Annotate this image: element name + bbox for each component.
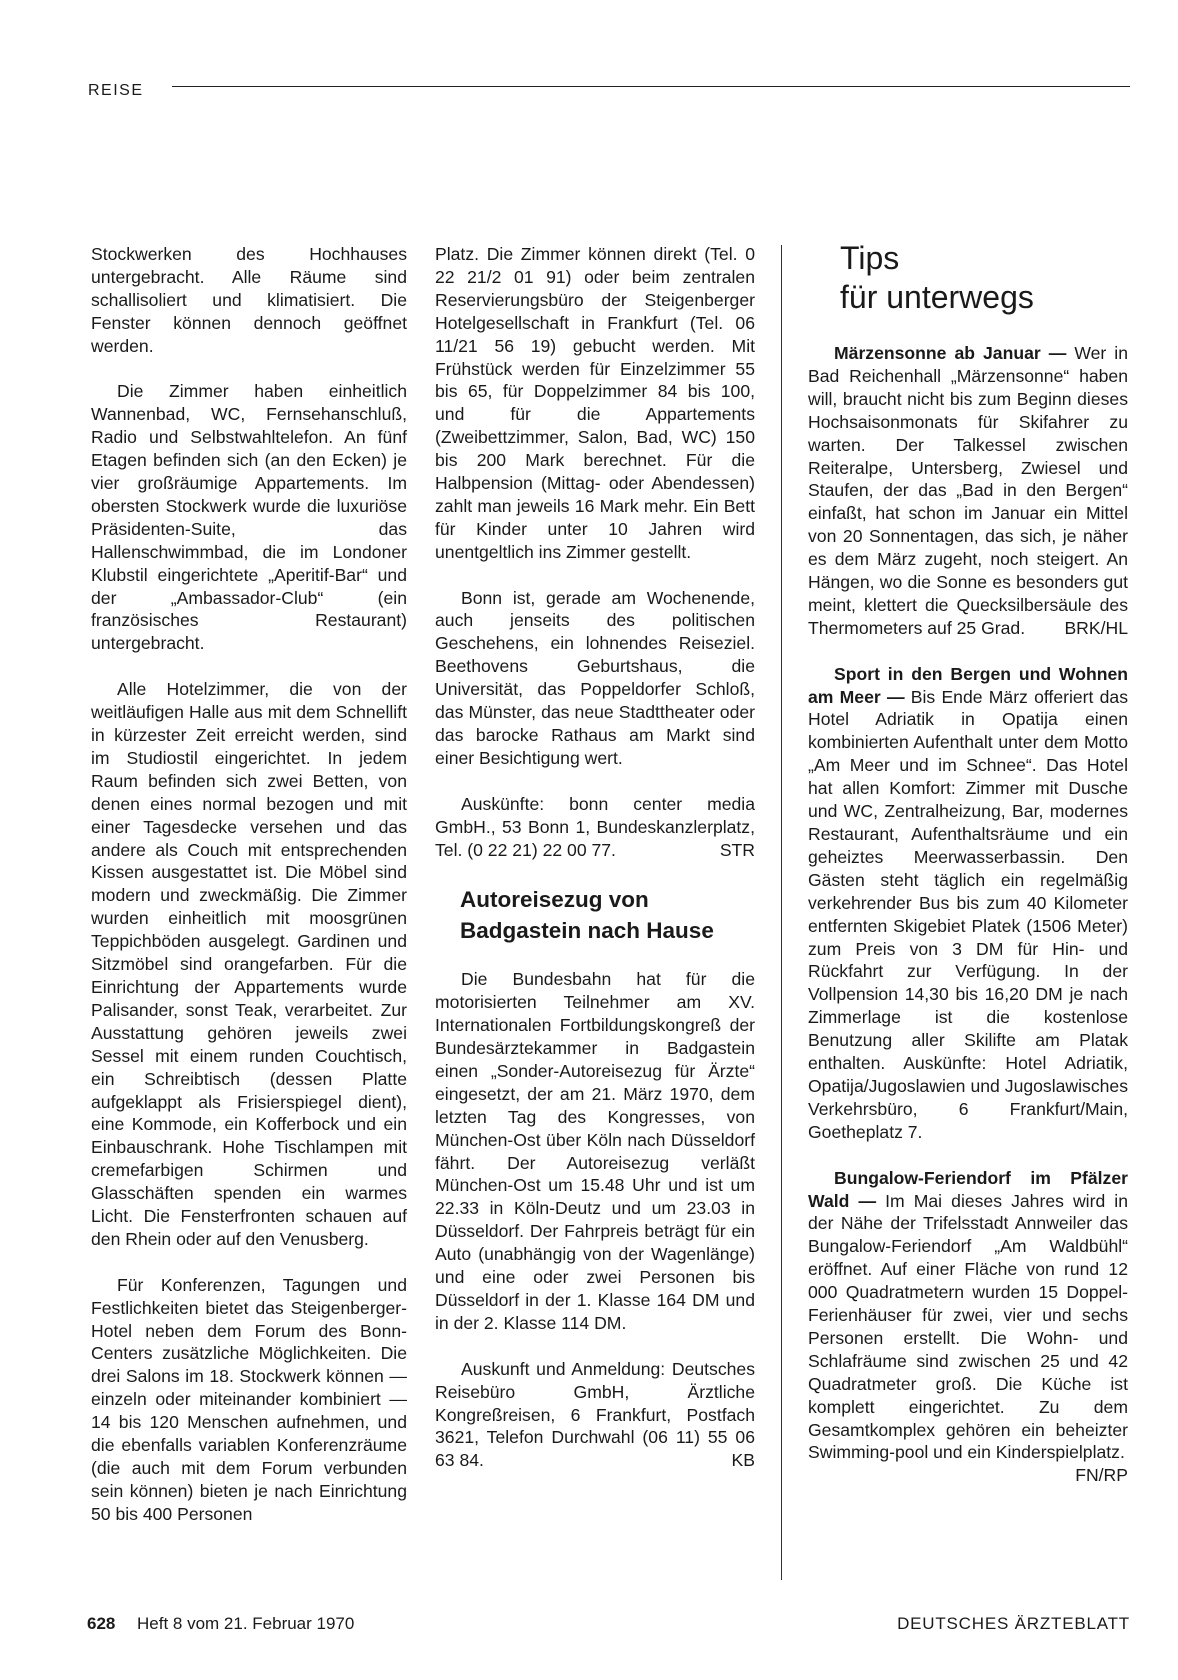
issue-info: Heft 8 vom 21. Februar 1970 [137,1614,355,1633]
col1-paragraph-2: Die Zimmer haben einheitlich Wannenbad, WC, Fernsehanschluß, Radio und Selbstwahltelefon. An fünf Etagen befinden sich (an den Ecken) je vier großräumige Appartements. Im obersten Stockwerk wurde die luxuriöse Präsidenten-Suite, das Hallenschwimmbad, die im Londoner Klubstil eingerichtete „Aperitif-Bar“ und der „Ambassador-Club“ (ein französisches Restaurant) untergebracht. [91,381,407,654]
tip-item-maerzensonne [808,342,1128,640]
col2-paragraph-1: Platz. Die Zimmer können direkt (Tel. 0 22 21/2 01 91) oder beim zentralen Reservierungsbüro der Steigenberger Hotelgesellschaft in Frankfurt (Tel. 06 11/21 56 19) gebucht werden. Mit Frühstück werden für Einzelzimmer 55 bis 65, für Doppelzimmer 84 bis 100, und für die Appartements (Zweibettzimmer, Salon, Bad, WC) 150 bis 200 Mark berechnet. Für die Halbpension (Mittag- oder Abendessen) zahlt man jeweils 16 Mark mehr. Ein Bett für Kinder unter 10 Jahren wird unentgeltlich ins Zimmer gestellt. [435,244,755,562]
col2-paragraph-5-text: Auskunft und Anmeldung: Deutsches Reisebüro GmbH, Ärztliche Kongreßreisen, 6 Frankfurt, Postfach 3621, Telefon Durchwahl (06 11) 55 06 63 84. [435,1358,755,1471]
column-3 [808,240,1128,1487]
tip-body-maerzensonne: Wer in Bad Reichenhall „Märzensonne“ haben will, braucht nicht bis zum Beginn dieses Hochsaisonmonats für Skifahrer zu warten. Der Talkessel zwischen Reiteralpe, Untersberg, Zwiesel und Staufen, der das „Bad in den Bergen“ einfaßt, hat schon im Januar ein Mittel von 20 Sonnentagen, das sich, je näher es dem März zugeht, noch steigert. An Hängen, wo die Sonne es besonders gut meint, klettert die Quecksilbersäule des Thermometers auf 25 Grad. [808,343,1128,638]
header-rule [172,86,1130,87]
tip-runin-bungalow: Bungalow-Feriendorf im Pfälzer Wald — [808,1167,1128,1211]
col2-paragraph-5 [435,1358,755,1473]
column-1 [91,243,407,1549]
section-header: REISE [88,82,144,99]
tips-title-line-2: für unterwegs [840,279,1034,315]
tips-title [840,239,1128,317]
article-headline [460,884,755,946]
column-divider [781,245,782,1580]
tip-body-bungalow: Im Mai dieses Jahres wird in der Nähe der Trifelsstadt Annweiler das Bungalow-Feriendorf „Am Waldbühl“ eröffnet. Auf einer Fläche von rund 12 000 Quadratmetern wurden 15 Doppel-Ferienhäuser für zwei, vier und sechs Personen erstellt. Die Wohn- und Schlafräume sind zwischen 25 und 42 Quadratmeter groß. Die Küche ist komplett eingerichtet. Zu dem Gesamtkomplex gehören ein beheizter Swimming-pool und ein Kinderspielplatz. [808,1190,1128,1463]
tips-title-line-1: Tips [840,240,900,276]
tip-body-sport: Bis Ende März offeriert das Hotel Adriatik in Opatija einen kombinierten Aufenthalt unter dem Motto „Am Meer und im Schnee“. Das Hotel hat allen Komfort: Zimmer mit Dusche und WC, Zentralheizung, Bar, modernes Restaurant, Aufenthaltsräume und ein geheiztes Meerwasserbassin. Den Gästen steht täglich ein regelmäßig verkehrender Bus bis zum 40 Kilometer entfernten Skigebiet Platek (1506 Meter) zum Preis von 3 DM für Hin- und Rückfahrt zur Verfügung. In der Vollpension 14,30 bis 16,20 DM je nach Zimmerlage ist die kostenlose Benutzung aller Skilifte am Platak enthalten. Auskünfte: Hotel Adriatik, Opatija/Jugoslawien und Jugoslawisches Verkehrsbüro, 6 Frankfurt/Main, Goetheplatz 7. [808,686,1128,1142]
tip-runin-sport: Sport in den Bergen und Wohnen am Meer — [808,663,1128,707]
col1-paragraph-4: Für Konferenzen, Tagungen und Festlichkeiten bietet das Steigenberger-Hotel neben dem Forum des Bonn-Centers zusätzliche Möglichkeiten. Die drei Salons im 18. Stockwerk können — einzeln oder miteinander kombiniert — 14 bis 120 Menschen aufnehmen, und die ebenfalls variablen Konferenzräume (die auch mit dem Forum verbunden sein können) bieten je nach Einrichtung 50 bis 400 Personen [91,1274,407,1524]
col2-paragraph-4: Die Bundesbahn hat für die motorisierten Teilnehmer am XV. Internationalen Fortbildungskongreß der Bundesärztekammer in Badgastein einen „Sonder-Autoreisezug für Ärzte“ eingesetzt, der am 21. März 1970, dem letzten Tag des Kongresses, von München-Ost über Köln nach Düsseldorf fährt. Der Autoreisezug verläßt München-Ost um 15.48 Uhr und ist um 22.33 in Köln-Deutz und um 23.03 in Düsseldorf. Der Fahrpreis beträgt für ein Auto (unabhängig von der Wagenlänge) und eine oder zwei Personen bis Düsseldorf in der 1. Klasse 164 DM und in der 2. Klasse 114 DM. [435,969,755,1333]
tip-runin-maerzensonne: Märzensonne ab Januar — [834,343,1067,363]
tip-item-bungalow [808,1167,1128,1486]
article-headline-line-2: Badgastein nach Hause [460,918,714,944]
tip-item-sport [808,663,1128,1144]
column-2 [435,243,755,1495]
author-signature-kb: KB [731,1450,755,1471]
author-signature-str: STR [719,839,755,860]
article-headline-line-1: Autoreisezug von [460,887,649,913]
magazine-name: DEUTSCHES ÄRZTEBLATT [897,1614,1130,1633]
author-signature-brk-hl: BRK/HL [1064,617,1128,638]
col2-paragraph-3 [435,793,755,862]
page-number: 628 [87,1614,116,1633]
col1-paragraph-3: Alle Hotelzimmer, die von der weitläufigen Halle aus mit dem Schnellift in kürzester Zeit erreicht werden, sind im Studiostil eingerichtet. In jedem Raum befinden sich zwei Betten, von denen eines normal bezogen und mit einer Tagesdecke versehen und das andere als Couch mit entsprechenden Kissen ausgestattet ist. Die Möbel sind modern und zweckmäßig. Die Zimmer wurden einheitlich mit moosgrünen Teppichböden ausgelegt. Gardinen und Sitzmöbel sind orangefarben. Für die Einrichtung der Appartements wurde Palisander, sonst Teak, verarbeitet. Zur Ausstattung gehören jeweils zwei Sessel mit einem runden Couchtisch, ein Schreibtisch (dessen Platte aufgeklappt als Frisierspiegel dient), eine Kommode, ein Kofferbock und ein Einbauschrank. Hohe Tischlampen mit cremefarbigen Schirmen und Glasschäften spenden ein warmes Licht. Die Fensterfronten schauen auf den Rhein oder auf den Venusberg. [91,679,407,1249]
col1-paragraph-1: Stockwerken des Hochhauses untergebracht. Alle Räume sind schallisoliert und klimatisiert. Die Fenster können dennoch geöffnet werden. [91,244,407,356]
author-signature-fn-rp: FN/RP [1075,1465,1128,1486]
col2-paragraph-2: Bonn ist, gerade am Wochenende, auch jenseits des politischen Geschehens, ein lohnendes Reiseziel. Beethovens Geburtshaus, die Universität, das Poppeldorfer Schloß, das Münster, das neue Stadttheater oder das barocke Rathaus am Markt sind einer Besichtigung wert. [435,587,755,768]
col2-paragraph-3-text: Auskünfte: bonn center media GmbH., 53 Bonn 1, Bundeskanzlerplatz, Tel. (0 22 21) 22 00 77. [435,793,755,860]
